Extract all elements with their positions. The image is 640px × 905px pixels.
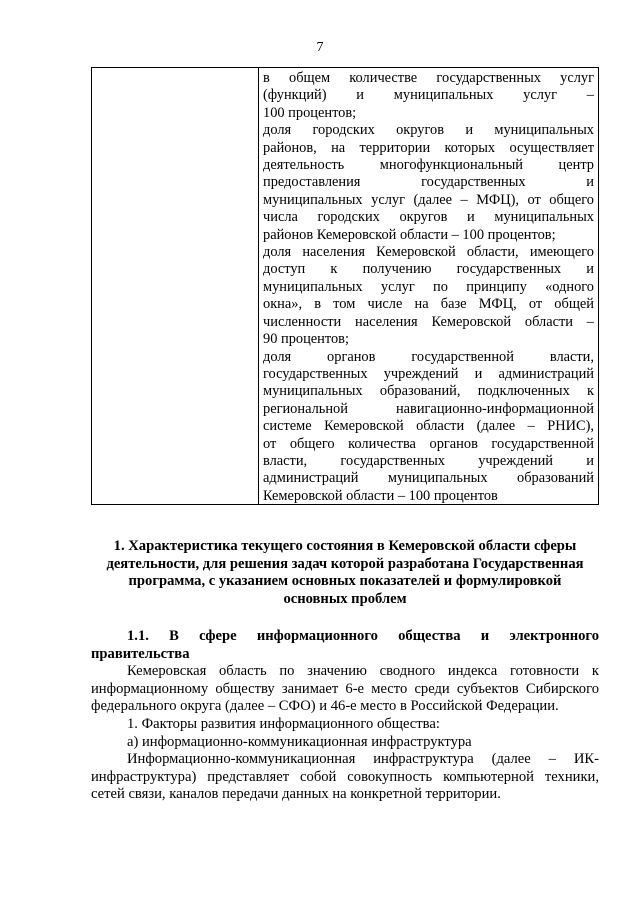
table-text-line: районов Кемеровской области – 100 процентов; (263, 226, 556, 243)
table-left-cell (92, 68, 259, 504)
table-text-line: администраций муниципальных образований (263, 470, 594, 487)
heading-line: основных проблем (283, 590, 407, 607)
table-text-line: муниципальных образований, подключенных к (263, 383, 594, 400)
indicators-table (91, 67, 599, 505)
table-text-line: Кемеровской области – 100 процентов (263, 487, 498, 504)
table-text-line: предоставления государственных и (263, 174, 594, 191)
table-text-line: доля городских округов и муниципальных (263, 122, 594, 139)
body-line: а) информационно-коммуникационная инфраструктура (127, 733, 472, 750)
body-line: Информационно-коммуникационная инфраструктура (далее – ИК- (127, 751, 599, 768)
body-line: инфраструктура) представляет собой совокупность компьютерной техники, (91, 768, 599, 785)
table-text-line: (функций) и муниципальных услуг – (263, 87, 594, 104)
body-line: федерального округа (далее – СФО) и 46-е место в Российской Федерации. (91, 698, 559, 715)
table-text-line: деятельность многофункциональный центр (263, 157, 594, 174)
body-line: Кемеровская область по значению сводного индекса готовности к (127, 663, 599, 680)
table-text-line: численности населения Кемеровской области – (263, 313, 594, 330)
table-text-line: доступ к получению государственных и (263, 261, 594, 278)
table-right-cell (259, 68, 598, 504)
table-text-line: системе Кемеровской области (далее – РНИС), (263, 418, 594, 435)
table-text-line: власти, государственных учреждений и (263, 452, 594, 469)
heading-line: программа, с указанием основных показателей и формулировкой (128, 573, 562, 590)
page-number: 7 (316, 40, 324, 55)
body-line: сетей связи, каналов передачи данных на конкретной территории. (91, 786, 501, 803)
table-text-line: 100 процентов; (263, 104, 357, 121)
table-text-line: окна», в том числе на базе МФЦ, от общей (263, 296, 594, 313)
table-text-line: доля органов государственной власти, (263, 348, 594, 365)
body-line: информационному обществу занимает 6-е место среди субъектов Сибирского (91, 680, 599, 697)
table-text-line: муниципальных услуг (далее – МФЦ), от общего (263, 191, 594, 208)
table-text-line: региональной навигационно-информационной (263, 400, 594, 417)
table-text-line: числа городских округов и муниципальных (263, 209, 594, 226)
body-line: правительства (91, 645, 190, 662)
table-text-line: доля населения Кемеровской области, имеющего (263, 244, 594, 261)
body-text (91, 628, 599, 804)
heading-line: деятельности, для решения задач которой разработана Государственная (106, 555, 584, 572)
table-text-line: муниципальных услуг по принципу «одного (263, 278, 594, 295)
table-text-line: государственных учреждений и администраций (263, 365, 594, 382)
section-heading (91, 538, 599, 608)
table-text-line: районов, на территории которых осуществляет (263, 139, 594, 156)
body-line: 1. Факторы развития информационного общества: (127, 715, 440, 732)
table-text-line: 90 процентов; (263, 331, 349, 348)
heading-line: 1. Характеристика текущего состояния в Кемеровской области сферы (113, 538, 577, 554)
body-line: 1.1. В сфере информационного общества и электронного (127, 628, 599, 644)
table-text-line: в общем количестве государственных услуг (263, 70, 594, 86)
table-text-line: от общего количества органов государственной (263, 435, 594, 452)
